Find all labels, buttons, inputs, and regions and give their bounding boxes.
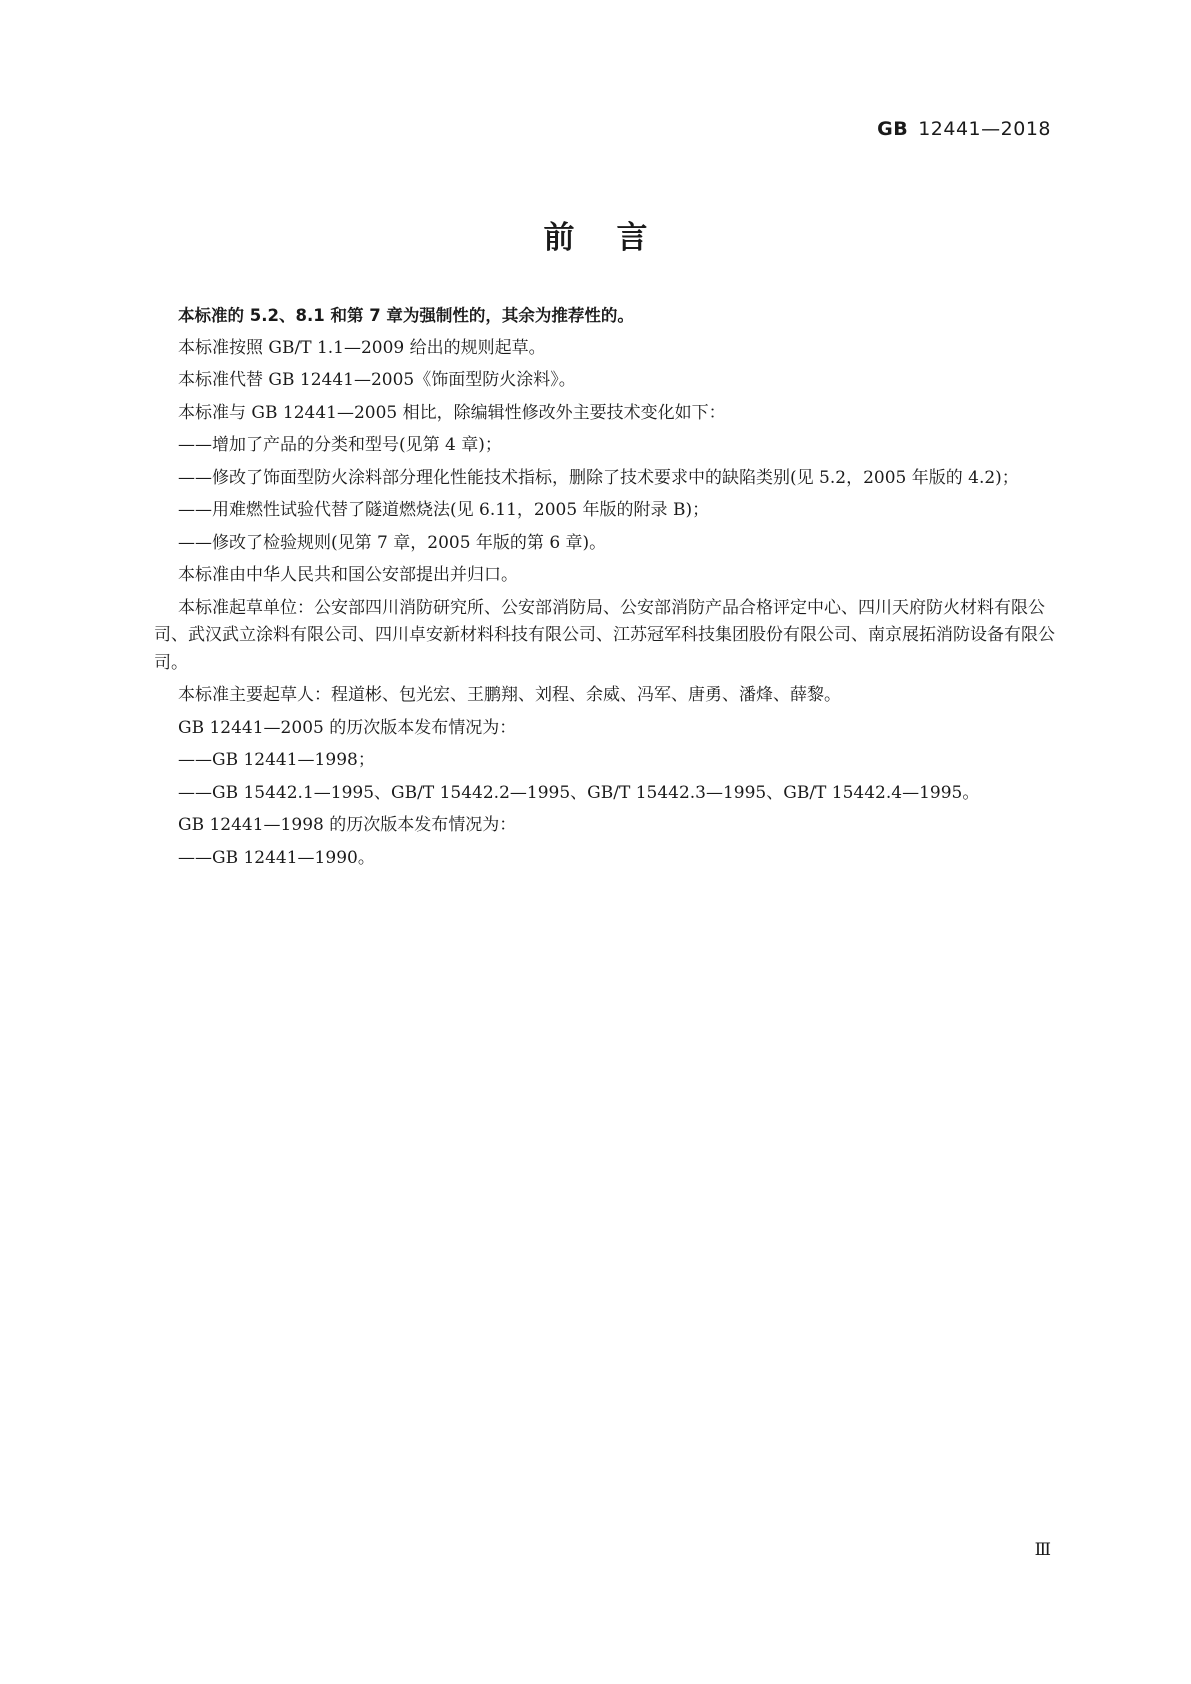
drafters-paragraph: 本标准主要起草人：程道彬、包光宏、王鹏翔、刘程、余威、冯军、唐勇、潘烽、薛黎。: [178, 685, 841, 705]
changes-intro-paragraph: 本标准与 GB 12441—2005 相比，除编辑性修改外主要技术变化如下：: [178, 402, 726, 423]
history-item: ——GB 15442.1—1995、GB/T 15442.2—1995、GB/T 15442.3—1995、GB/T 15442.4—1995。: [178, 782, 980, 803]
drafting-rules-paragraph: 本标准按照 GB/T 1.1—2009 给出的规则起草。: [178, 337, 546, 358]
change-item: ——用难燃性试验代替了隧道燃烧法(见 6.11，2005 年版的附录 B)；: [178, 500, 710, 520]
proposer-paragraph: 本标准由中华人民共和国公安部提出并归口。: [178, 565, 518, 585]
standard-prefix: GB: [877, 118, 909, 140]
change-item: ——增加了产品的分类和型号(见第 4 章)；: [178, 435, 502, 455]
page-title: 前言: [543, 220, 690, 256]
history-1998-intro: GB 12441—1998 的历次版本发布情况为：: [178, 815, 517, 835]
drafting-units-paragraph: 本标准起草单位：公安部四川消防研究所、公安部消防局、公安部消防产品合格评定中心、四川天府防火材料有限公司、武汉武立涂料有限公司、四川卓安新材料科技有限公司、江苏冠军科技集团股份有限公司、南京展拓消防设备有限公司。: [154, 597, 1055, 673]
foreword-body: [154, 302, 1058, 877]
history-item: ——GB 12441—1998；: [178, 750, 375, 770]
history-2005-intro: GB 12441—2005 的历次版本发布情况为：: [178, 717, 517, 738]
mandatory-clause-statement: 本标准的 5.2、8.1 和第 7 章为强制性的，其余为推荐性的。: [178, 306, 634, 325]
replaces-paragraph: 本标准代替 GB 12441—2005《饰面型防火涂料》。: [178, 370, 576, 390]
standard-code-header: [877, 118, 1051, 140]
change-item: ——修改了检验规则(见第 7 章，2005 年版的第 6 章)。: [178, 532, 607, 553]
history-item: ——GB 12441—1990。: [178, 847, 375, 868]
page-number: Ⅲ: [1034, 1540, 1051, 1560]
standard-number: 12441—2018: [918, 118, 1051, 140]
change-item: ——修改了饰面型防火涂料部分理化性能技术指标，删除了技术要求中的缺陷类别(见 5.2，2005 年版的 4.2)；: [178, 467, 1019, 488]
